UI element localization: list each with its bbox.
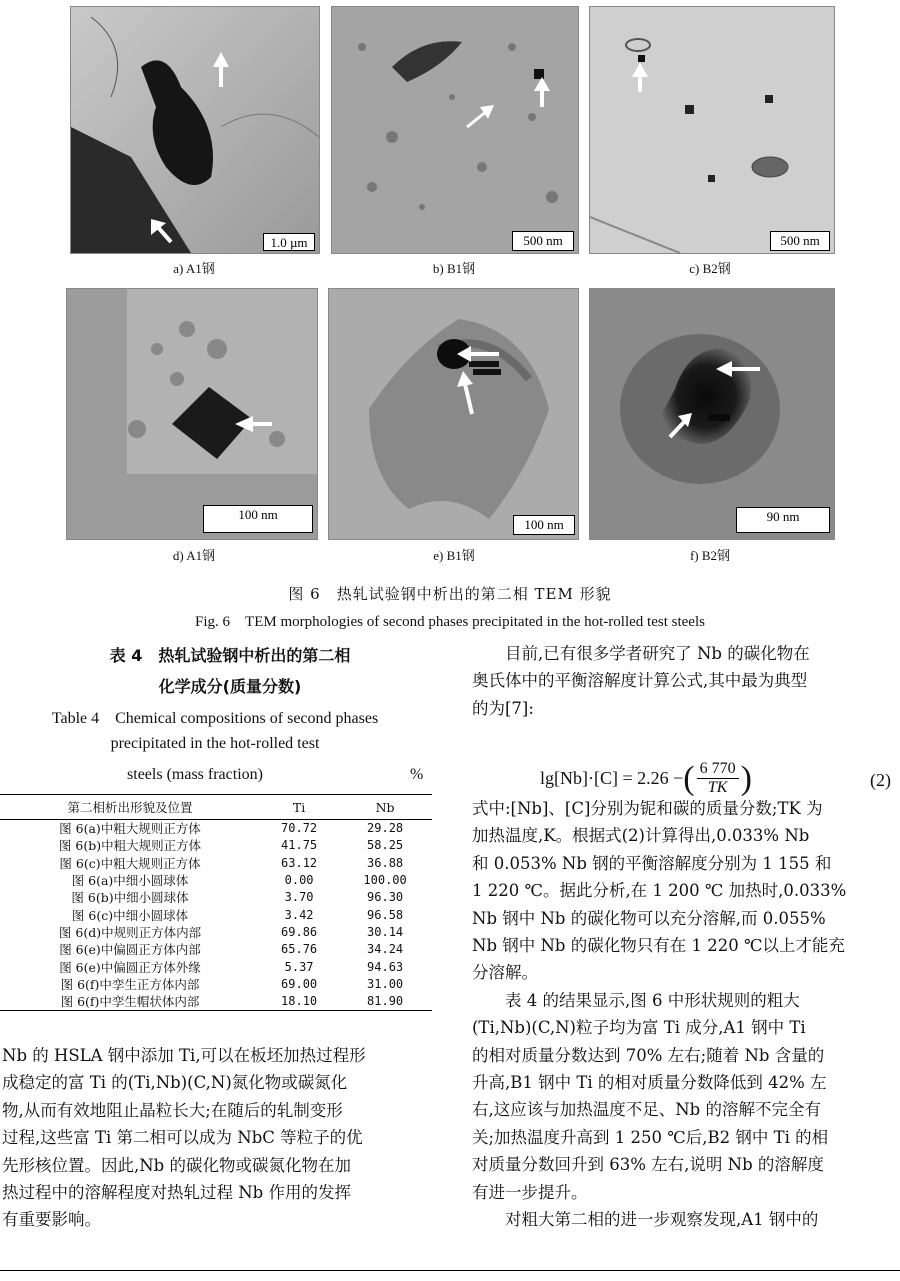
paren-open: ( (683, 759, 695, 797)
text-line: 的为[7]: (472, 698, 534, 718)
tem-panel-d (66, 288, 318, 540)
text-line: Nb 钢中 Nb 的碳化物可以充分溶解,而 0.055% (472, 908, 826, 928)
text-line: 升高,B1 钢中 Ti 的相对质量分数降低到 42% 左 (472, 1073, 827, 1093)
equation-number: (2) (870, 770, 891, 790)
cell-ti: 70.72 (281, 821, 318, 836)
cell-ti: 41.75 (281, 838, 318, 853)
cell-morphology: 图 6(e)中偏圆正方体外缘 (59, 959, 201, 975)
equation-2 (540, 760, 752, 797)
cell-nb: 81.90 (338, 993, 432, 1011)
text-line: 先形核位置。因此,Nb 的碳化物或碳氮化物在加 (2, 1155, 351, 1175)
figure-title-cn: 图 6 热轧试验钢中析出的第二相 TEM 形貌 (288, 585, 612, 603)
cell-nb: 58.25 (367, 838, 404, 853)
tem-panel-b (331, 6, 579, 254)
text-line: 有进一步提升。 (472, 1182, 588, 1202)
cell-nb: 96.58 (367, 907, 404, 922)
page-bottom-rule (0, 1270, 900, 1271)
cell-ti: 3.42 (284, 907, 314, 922)
table-row (0, 820, 432, 838)
cell-ti: 69.86 (281, 924, 318, 939)
right-column-text-top (472, 640, 900, 722)
header-ti: Ti (260, 795, 338, 820)
table-unit: % (410, 766, 424, 783)
text-line: 过程,这些富 Ti 第二相可以成为 NbC 等粒子的优 (2, 1128, 363, 1148)
text-line: 奥氏体中的平衡溶解度计算公式,其中最为典型 (472, 671, 808, 691)
composition-table (0, 794, 432, 1011)
cell-morphology: 图 6(a)中细小圆球体 (71, 873, 189, 889)
text-line: Nb 的 HSLA 钢中添加 Ti,可以在板坯加热过程形 (2, 1046, 366, 1065)
table-row (0, 906, 432, 923)
table-row (0, 889, 432, 906)
cell-nb: 31.00 (367, 976, 404, 991)
scale-label: 1.0 µm (270, 235, 308, 250)
tem-panel-a (70, 6, 320, 254)
table-row (0, 855, 432, 872)
cell-morphology: 图 6(a)中粗大规则正方体 (59, 821, 201, 837)
tem-micrograph-f (590, 289, 834, 539)
left-column-text (2, 1042, 430, 1234)
table-row (0, 993, 432, 1011)
scale-label: 100 nm (524, 517, 564, 532)
table-row (0, 941, 432, 958)
cell-ti: 65.76 (281, 942, 318, 957)
table-row (0, 872, 432, 889)
cell-nb: 36.88 (367, 855, 404, 870)
tem-micrograph-d (67, 289, 317, 539)
text-line: 热过程中的溶解程度对热轧过程 Nb 作用的发挥 (2, 1183, 351, 1203)
scale-bar-f (736, 507, 830, 533)
cell-nb: 34.24 (367, 942, 404, 957)
cell-morphology: 图 6(f)中孪生帽状体内部 (0, 993, 260, 1011)
table-title-cn-line1: 表 4 热轧试验钢中析出的第二相 (109, 646, 351, 665)
cell-ti: 69.00 (281, 976, 318, 991)
panel-caption-b: b) B1钢 (432, 261, 476, 276)
tem-micrograph-a (71, 7, 319, 253)
equation-fraction (697, 760, 739, 797)
cell-nb: 30.14 (367, 924, 404, 939)
table-row (0, 976, 432, 993)
header-nb: Nb (338, 795, 432, 820)
text-line: 对质量分数回升到 63% 左右,说明 Nb 的溶解度 (472, 1155, 824, 1175)
cell-nb: 96.30 (367, 890, 404, 905)
cell-nb: 29.28 (367, 821, 404, 836)
panel-caption-a: a) A1钢 (173, 261, 215, 276)
scale-bar-d (203, 505, 313, 533)
tem-micrograph-c (590, 7, 834, 253)
cell-ti: 18.10 (260, 993, 338, 1011)
text-line: 关;加热温度升高到 1 250 ℃后,B2 钢中 Ti 的相 (472, 1127, 829, 1147)
text-line: 有重要影响。 (2, 1210, 101, 1230)
cell-morphology: 图 6(e)中偏圆正方体内部 (59, 942, 201, 958)
text-line: 和 0.053% Nb 钢的平衡溶解度分别为 1 155 和 (472, 853, 832, 873)
cell-morphology: 图 6(b)中细小圆球体 (71, 890, 189, 906)
cell-ti: 5.37 (284, 959, 314, 974)
fraction-denominator: TK (707, 779, 728, 796)
scale-label: 500 nm (523, 233, 563, 248)
table-title-cn-line2: 化学成分(质量分数) (158, 677, 302, 696)
cell-morphology: 图 6(c)中粗大规则正方体 (59, 855, 201, 871)
cell-ti: 63.12 (281, 855, 318, 870)
scale-bar-b (512, 231, 574, 251)
scale-label: 100 nm (238, 507, 278, 522)
paren-close: ) (740, 759, 752, 797)
cell-nb: 94.63 (367, 959, 404, 974)
cell-ti: 3.70 (284, 890, 314, 905)
cell-morphology: 图 6(b)中粗大规则正方体 (58, 838, 202, 854)
scale-bar-c (770, 231, 830, 251)
scale-bar-a (263, 233, 315, 251)
tem-micrograph-b (332, 7, 578, 253)
tem-panel-e (328, 288, 579, 540)
cell-nb: 100.00 (363, 873, 407, 888)
right-column-text-bottom (472, 795, 900, 1234)
table-title-en-line3: steels (mass fraction) (127, 766, 263, 783)
panel-caption-c: c) B2钢 (689, 261, 731, 276)
fraction-numerator: 6 770 (697, 760, 739, 779)
figure-title-en: Fig. 6 TEM morphologies of second phases precipitated in the hot-rolled test steels (195, 614, 705, 630)
text-line: 对粗大第二相的进一步观察发现,A1 钢中的 (472, 1210, 819, 1230)
text-line: 分溶解。 (472, 963, 538, 983)
text-line: 成稳定的富 Ti 的(Ti,Nb)(C,N)氮化物或碳氮化 (2, 1073, 348, 1093)
text-line: 表 4 的结果显示,图 6 中形状规则的粗大 (472, 990, 800, 1010)
text-line: Nb 钢中 Nb 的碳化物只有在 1 220 ℃以上才能充 (472, 936, 845, 956)
table-title-en-line1: Table 4 Chemical compositions of second phases (51, 710, 379, 727)
tem-panel-f (589, 288, 835, 540)
text-line: 右,这应该与加热温度不足、Nb 的溶解不完全有 (472, 1100, 821, 1120)
table-title-en-line2: precipitated in the hot-rolled test (110, 735, 320, 752)
tem-micrograph-e (329, 289, 578, 539)
panel-caption-e: e) B1钢 (433, 548, 475, 563)
table-row (0, 837, 432, 854)
cell-morphology: 图 6(f)中孪生正方体内部 (60, 976, 200, 992)
text-line: 目前,已有很多学者研究了 Nb 的碳化物在 (472, 644, 810, 663)
cell-morphology: 图 6(c)中细小圆球体 (71, 907, 189, 923)
text-line: 1 220 ℃。据此分析,在 1 200 ℃ 加热时,0.033% (472, 881, 847, 901)
cell-morphology: 图 6(d)中规则正方体内部 (58, 924, 202, 940)
table-row (0, 924, 432, 941)
text-line: 式中:[Nb]、[C]分别为铌和碳的质量分数;TK 为 (472, 799, 823, 818)
equation-lhs: lg[Nb]·[C] = 2.26 − (540, 768, 684, 788)
scale-bar-e (513, 515, 575, 535)
panel-caption-d: d) A1钢 (172, 548, 216, 563)
panel-caption-f: f) B2钢 (689, 548, 731, 563)
text-line: (Ti,Nb)(C,N)粒子均为富 Ti 成分,A1 钢中 Ti (472, 1018, 806, 1038)
cell-ti: 0.00 (284, 873, 314, 888)
table-header-row (0, 795, 432, 820)
scale-label: 500 nm (780, 233, 820, 248)
tem-panel-c (589, 6, 835, 254)
table-row (0, 958, 432, 975)
text-line: 物,从而有效地阻止晶粒长大;在随后的轧制变形 (2, 1100, 343, 1120)
text-line: 的相对质量分数达到 70% 左右;随着 Nb 含量的 (472, 1045, 825, 1065)
text-line: 加热温度,K。根据式(2)计算得出,0.033% Nb (472, 826, 810, 846)
scale-label: 90 nm (766, 509, 800, 524)
header-morphology: 第二相析出形貌及位置 (0, 795, 260, 820)
